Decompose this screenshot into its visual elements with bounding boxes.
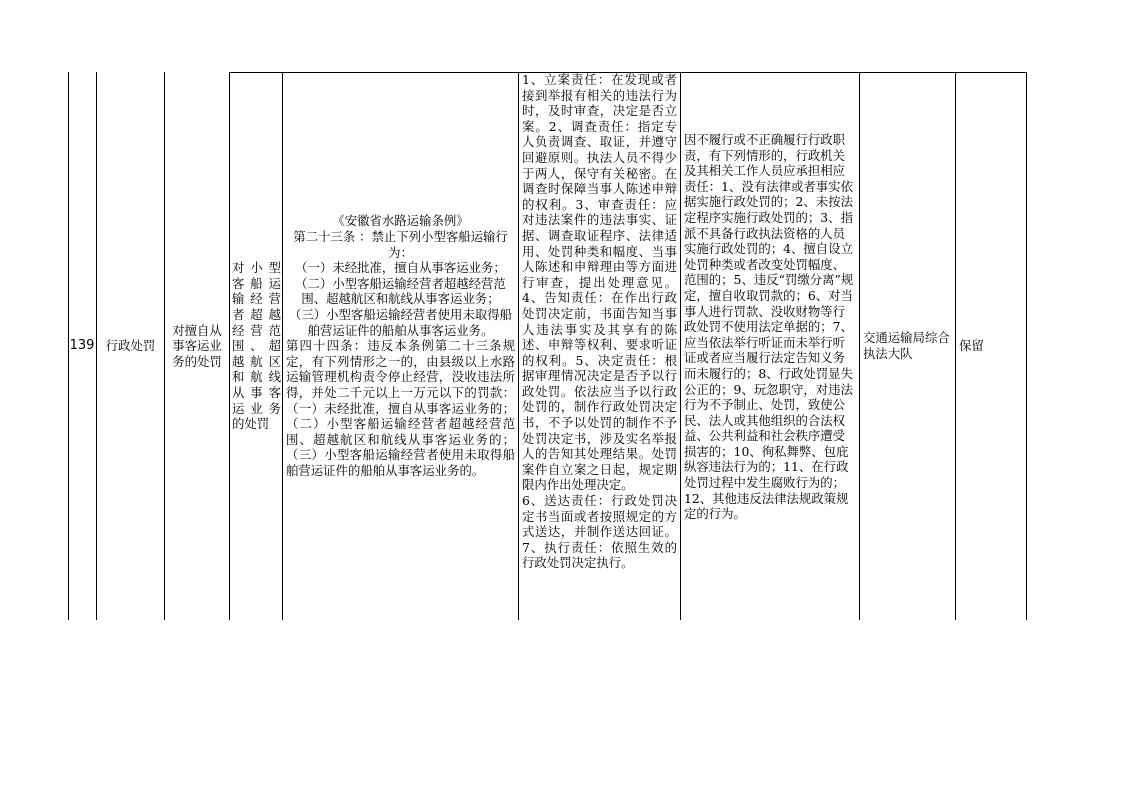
duty-text-cell: 1、立案责任：在发现或者接到举报有相关的违法行为时，及时审查，决定是否立案。2、调查责任：指定专人负责调查、取证，并遵守回避原则。执法人员不得少于两人，保守有关秘密。在调查时保障当事人陈述申辩的权利。3、审查责任：应对违法案件的违法事实、证据、调查取证程序、法律适用、处罚种类和幅度、当事人陈述和申辩理由等方面进行审查，提出处理意见。4、告知责任：在作出行政处罚决定前，书面告知当事人违法事实及其享有的陈述、申辩等权利、要求听证的权利。5、决定责任：根据审理情况决定是否予以行政处罚。依法应当予以行政处罚的，制作行政处罚决定书，不予以处罚的制作不予处罚决定书，涉及实名举报人的告知其处理结果。处罚案件自立案之日起，规定期限内作出处理决定。 6、送达责任：行政处罚决定书当面或者按照规定的方式送达，并制作送达回证。7、执行责任：依照生效的行政处罚决定执行。 xyxy=(522,72,677,571)
sub-item-name: 对小型客船运输经营者超越经营范围、超越航区和航线从事客运业务的处罚 xyxy=(232,260,281,432)
accountability-text: 因不履行或不正确履行行政职责，有下列情形的，行政机关及其相关工作人员应承担相应责任：1、没有法律或者事实依据实施行政处罚的；2、未按法定程序实施行政处罚的；3、指派不具备行政执法资格的人员实施行政处罚的；4、擅自设立处罚种类或者改变处罚幅度、范围的；5、违反“罚缴分离”规定，擅自收取罚款的；6、对当事人进行罚款、没收财物等行政处罚不使用法定单据的；7、应当依法举行听证而未举行听证或者应当履行法定告知义务而未履行的；8、行政处罚显失公正的；9、玩忽职守，对违法行为不予制止、处罚，致使公民、法人或其他组织的合法权益、公共利益和社会秩序遭受损害的；10、徇私舞弊、包庇纵容违法行为的；11、在行政处罚过程中发生腐败行为的；12、其他违反法律法规政策规定的行为。 xyxy=(684,132,854,522)
article-23-heading: 第二十三条 ：禁止下列小型客船运输行为： xyxy=(293,229,508,260)
note-cell xyxy=(956,72,1026,620)
note-text: 保留 xyxy=(959,338,984,354)
table-border-right xyxy=(1026,72,1027,620)
legal-basis xyxy=(286,213,515,478)
implementing-org-cell xyxy=(860,72,955,620)
power-type-cell xyxy=(97,72,164,620)
article-44-text: 第四十四条：违反本条例第二十三条规定，有下列情形之一的，由县级以上水路运输管理机构责令停止经营，没收违法所得，并处二千元以上一万元以下的罚款：（一）未经批准，擅自从事客运业务的；（二）小型客船运输经营者超越经营范围、超越航区和航线从事客运业务的；（三）小型客船运输经营者使用未取得船舶营运证件的船舶从事客运业务的。 xyxy=(286,338,515,478)
row-number: 139 xyxy=(69,338,95,354)
article-23-clause-1: （一）未经批准，擅自从事客运业务； xyxy=(295,260,506,276)
power-type: 行政处罚 xyxy=(105,338,156,354)
item-name: 对擅自从事客运业务的处罚 xyxy=(172,322,222,369)
legal-basis-cell xyxy=(283,72,518,620)
article-23-clause-2: （二）小型客船运输经营者超越经营范围、超越航区和航线从事客运业务； xyxy=(295,275,506,307)
sub-item-cell xyxy=(230,72,283,620)
row-number-cell xyxy=(68,72,96,620)
implementing-org: 交通运输局综合执法大队 xyxy=(863,330,950,361)
regulation-title: 《安徽省水路运输条例》 xyxy=(332,213,469,229)
article-23-clause-3: （三）小型客船运输经营者使用未取得船舶营运证件的船舶从事客运业务。 xyxy=(288,307,513,338)
item-name-cell xyxy=(165,72,229,620)
accountability-cell xyxy=(681,72,859,620)
